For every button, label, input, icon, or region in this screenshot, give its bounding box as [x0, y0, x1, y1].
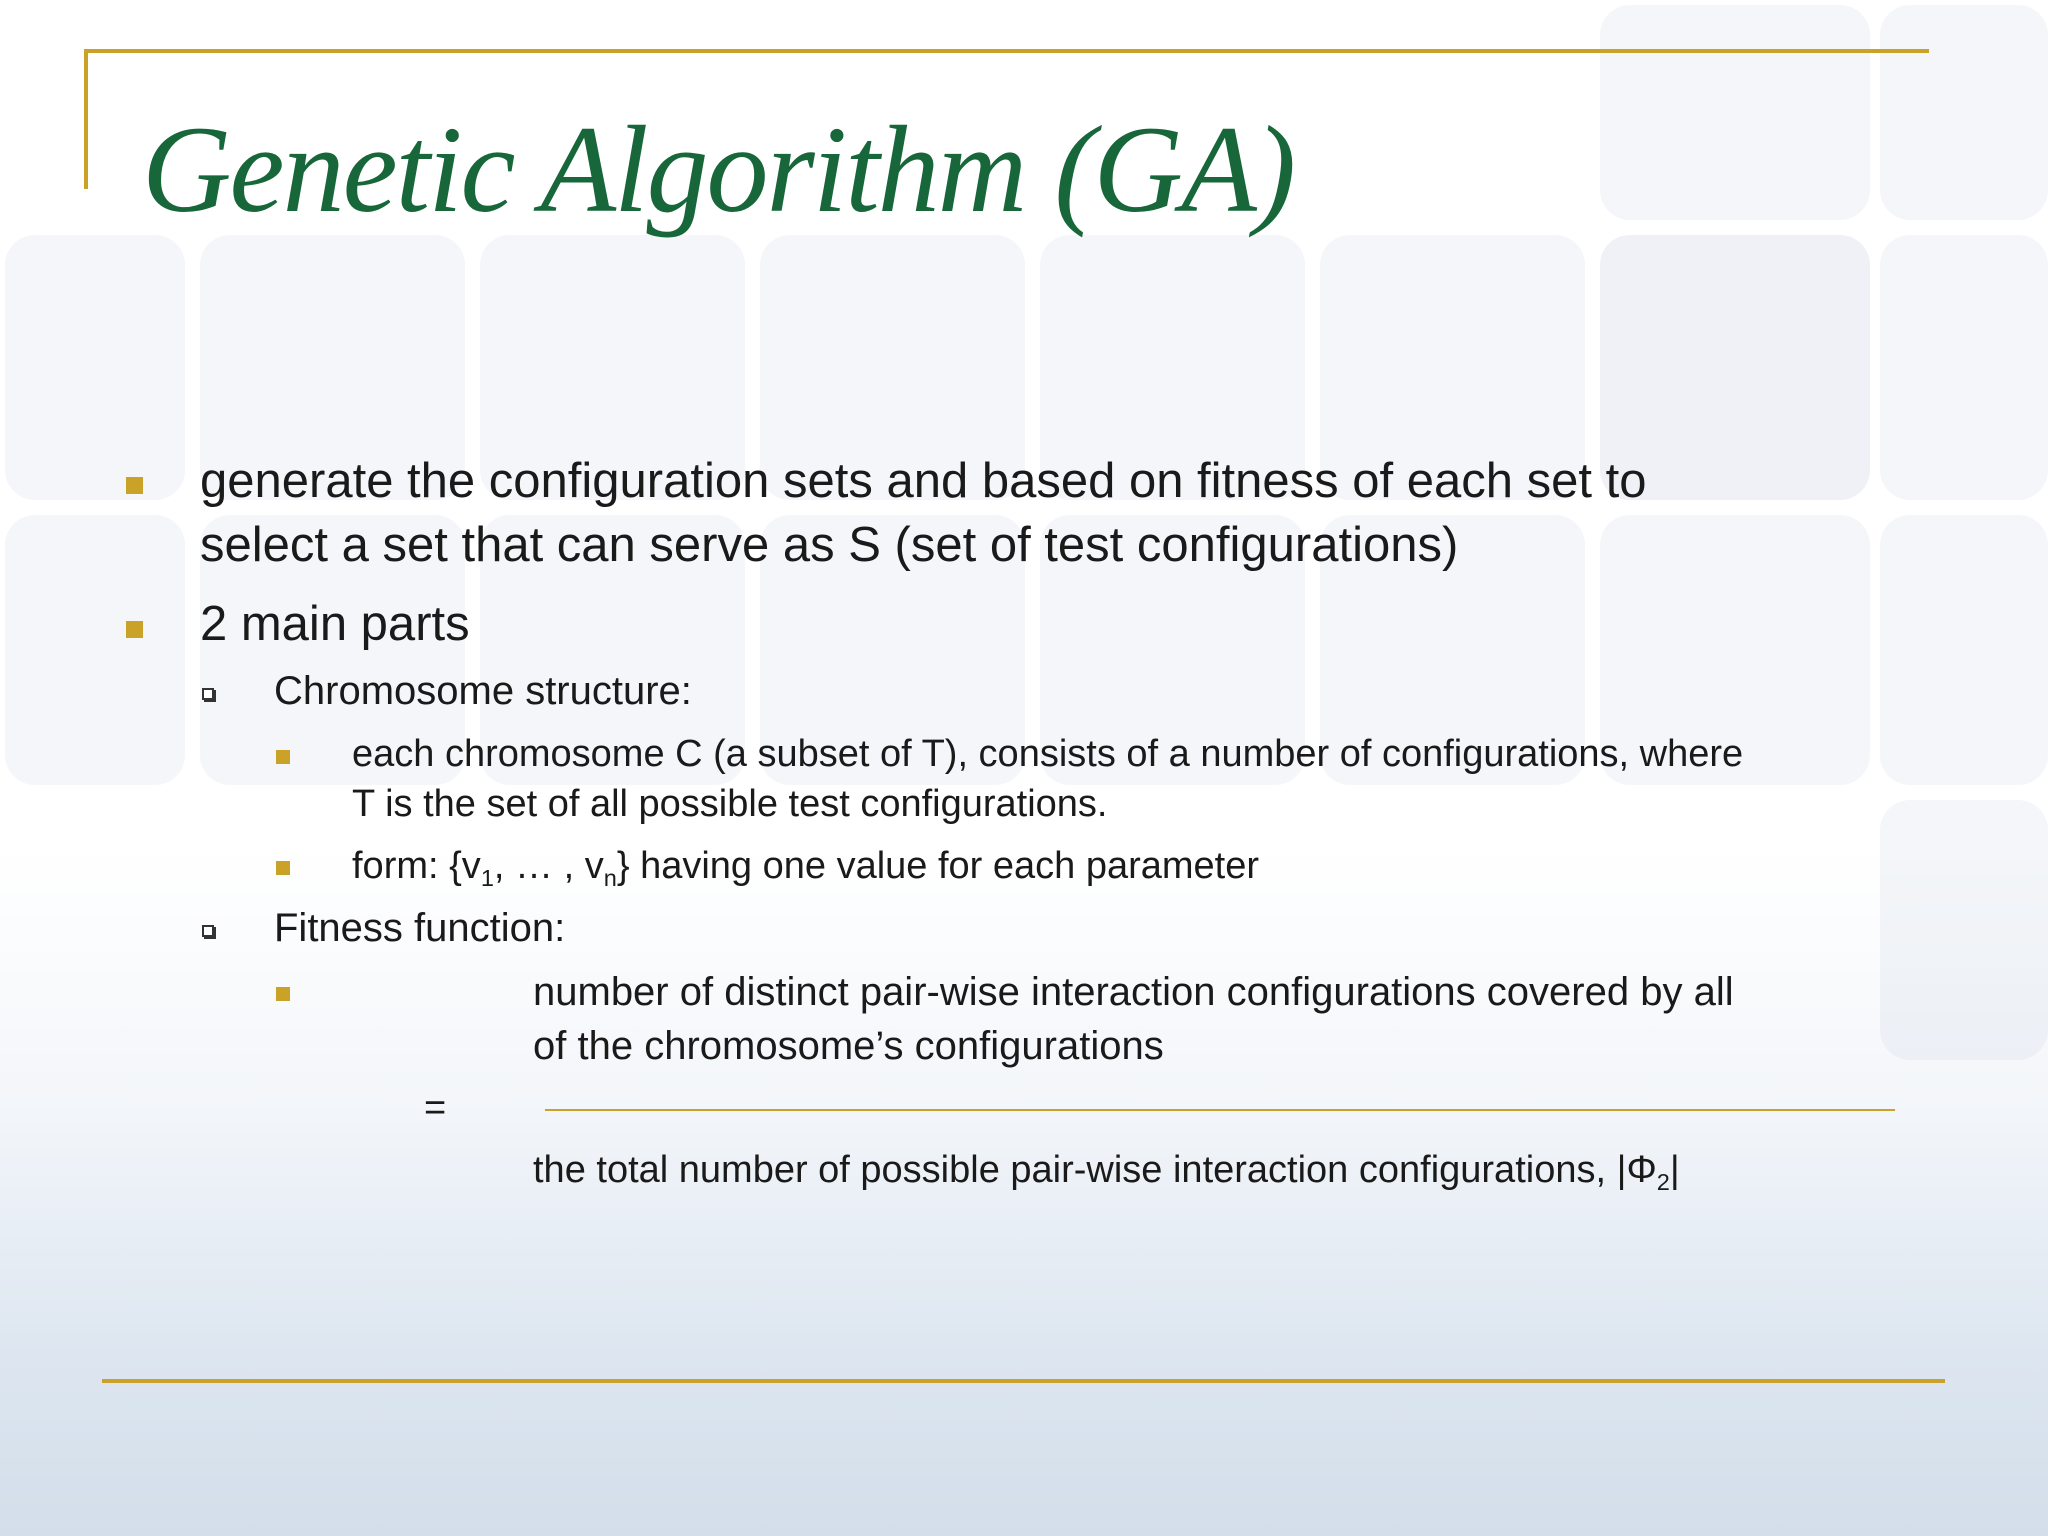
bottom-rule [102, 1379, 1945, 1383]
fitness-equals: = [424, 1087, 447, 1129]
title-accent-bar [84, 49, 88, 189]
bullet-hollow-square-icon [202, 925, 214, 937]
fraction-line [545, 1109, 1895, 1111]
form-subscript-n: n [603, 865, 617, 892]
form-prefix: form: {v [352, 845, 481, 887]
bullet-square-icon [276, 750, 290, 764]
bullet-square-icon [126, 621, 143, 638]
denominator-subscript: 2 [1656, 1169, 1670, 1196]
denominator-close: | [1669, 1149, 1680, 1191]
form-suffix: } having one value for each parameter [616, 845, 1260, 887]
chromosome-point-line-2: T is the set of all possible test configurations. [352, 783, 1108, 825]
form-subscript-1: 1 [480, 865, 494, 892]
chromosome-form [352, 840, 1259, 904]
bullet-square-icon [276, 987, 290, 1001]
chromosome-heading: Chromosome structure: [274, 669, 692, 713]
fitness-heading: Fitness function: [274, 906, 566, 950]
bullet-square-icon [276, 861, 290, 875]
slide-title: Genetic Algorithm (GA) [142, 101, 1295, 238]
fitness-numerator-line-1: number of distinct pair-wise interaction configurations covered by all [533, 970, 1734, 1014]
bullet-2-text: 2 main parts [200, 597, 470, 651]
bullet-square-icon [126, 477, 143, 494]
form-middle: , … , v [493, 845, 604, 887]
bullet-hollow-square-icon [202, 688, 214, 700]
top-rule [84, 49, 1929, 53]
bullet-1-line-2: select a set that can serve as S (set of test configurations) [200, 518, 1459, 572]
fitness-numerator-line-2: of the chromosome’s configurations [533, 1024, 1164, 1068]
denominator-text: the total number of possible pair-wise interaction configurations, |Φ [533, 1149, 1657, 1191]
fitness-denominator [533, 1144, 1680, 1208]
bullet-1-line-1: generate the configuration sets and based on fitness of each set to [200, 454, 1647, 508]
chromosome-point-line-1: each chromosome C (a subset of T), consists of a number of configurations, where [352, 733, 1744, 775]
